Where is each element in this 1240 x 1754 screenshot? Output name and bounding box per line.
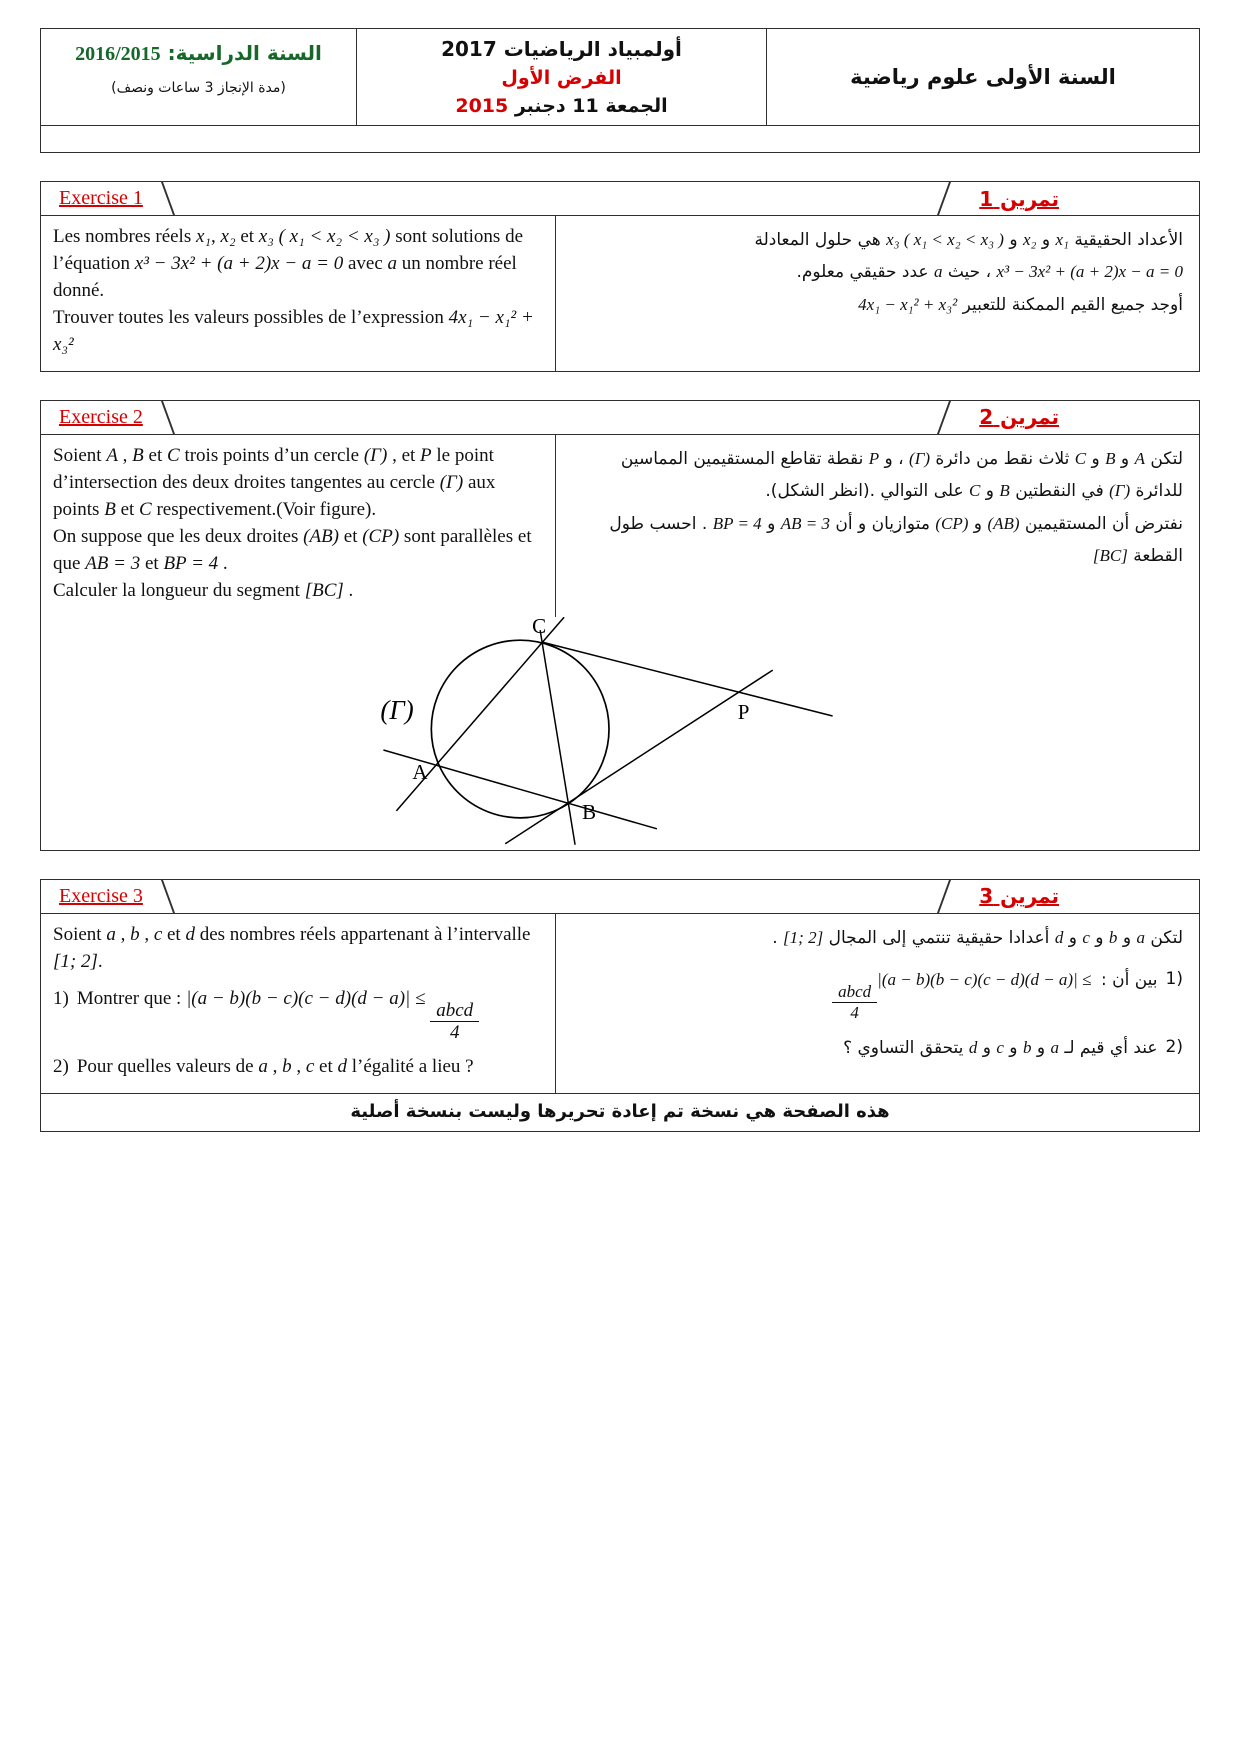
item-text: عند أي قيم لـ a و b و c و d يتحقق التساوي ؟ (843, 1038, 1158, 1059)
paragraph: أوجد جميع القيم الممكنة للتعبير 4x₁ − x₁² + x₃² (858, 294, 1183, 315)
header-left-cell (41, 29, 356, 125)
inline-math: [BC] (304, 579, 344, 601)
inline-math: a (106, 923, 116, 945)
exercise-2-french-column (41, 435, 556, 617)
exercise-2-body (41, 435, 1199, 617)
exercise-1-title-ar: تمرين 1 (979, 186, 1059, 211)
inline-fraction: $\frac{\text{abcd}}{4}$ (832, 982, 877, 1022)
paragraph: لتكن A و B و C ثلاث نقط من دائرة (Γ) ، و P نقطة تقاطع المستقيمين المماسين للدائرة (Γ) في النقطتين B و C على التوالي .(انظر الشكل). (620, 448, 1183, 502)
exercise-1 (40, 181, 1200, 372)
exercise-1-header (41, 182, 1199, 216)
header-grid (41, 29, 1199, 125)
school-year-value: 2016/2015 (75, 43, 161, 65)
exercise-2-title-ar: تمرين 2 (979, 405, 1059, 430)
inline-math: P (420, 444, 432, 466)
exercise-3-title-ar: تمرين 3 (979, 884, 1059, 909)
inline-math: (Γ) (1109, 481, 1131, 501)
inline-math: d (1054, 927, 1064, 947)
inline-math: A (1134, 448, 1145, 468)
inline-math: b (1108, 927, 1118, 947)
exercise-2-arabic-column (556, 435, 1199, 617)
inline-math: C (1074, 448, 1087, 468)
olympiad-title: أولمبياد الرياضيات 2017 (441, 37, 682, 61)
header-empty-row (41, 125, 1199, 152)
exercise-2-header (41, 401, 1199, 435)
inline-math: d (185, 923, 195, 945)
exercise-1-tab-right (943, 182, 1199, 215)
inline-math: (Γ) (363, 444, 388, 466)
inline-math: x₁ (1055, 230, 1069, 249)
header-center-cell (356, 29, 766, 125)
inline-math: |(a − b)(b − c)(c − d)(d − a)| ≤ (186, 987, 431, 1009)
exercise-1-tab-left (41, 182, 169, 215)
inline-math: B (104, 498, 116, 520)
exercise-1-body (41, 216, 1199, 371)
inline-math: (CP) (935, 513, 969, 533)
item-marker: 1) (1165, 969, 1183, 990)
exercise-3 (40, 879, 1200, 1133)
inline-math: P (868, 448, 880, 468)
class-level: السنة الأولى علوم رياضية (850, 65, 1116, 89)
exercise-3-tab-right (943, 880, 1199, 913)
inline-math: x³ − 3x² + (a + 2)x − a = 0 (134, 252, 344, 274)
paragraph: Trouver toutes les valeurs possibles de l’expression 4x₁ − x₁² + x₃² (53, 306, 534, 355)
header (40, 28, 1200, 153)
diagonal-divider-icon (161, 182, 175, 215)
exercise-1-title-fr: Exercise 1 (59, 187, 143, 209)
inline-math: |(a − b)(b − c)(c − d)(d − a)| ≤ (877, 970, 1096, 990)
inline-math: (AB) (303, 525, 340, 547)
paragraph: Soient A , B et C trois points d’un cercle (Γ) , et P le point d’intersection des deux droites tangentes au cercle (Γ) aux points B et C respectivement.(Voir figure). (53, 444, 496, 520)
inline-math: d (968, 1038, 978, 1058)
exercise-3-header (41, 880, 1199, 914)
exercise-3-arabic-column (556, 914, 1199, 1094)
diagonal-divider-icon (161, 401, 175, 434)
inline-math: x₂ (220, 226, 236, 247)
inline-math: B (999, 481, 1010, 501)
geometry-figure-svg (41, 617, 1199, 850)
item-marker: 2) (1165, 1037, 1183, 1058)
point-label-P: P (737, 699, 750, 724)
exam-duration: (مدة الإنجاز 3 ساعات ونصف) (111, 80, 286, 96)
item-text: Montrer que : |(a − b)(b − c)(c − d)(d − a)| ≤ $\frac{\text{abcd}}{4}$ (77, 986, 479, 1045)
line-CB (540, 630, 575, 845)
inline-math: a (1050, 1038, 1059, 1058)
exercise-2-title-fr: Exercise 2 (59, 405, 143, 428)
diagonal-divider-icon (937, 401, 951, 434)
exercise-1-arabic-column (556, 216, 1199, 371)
inline-math: BP = 4 (712, 513, 762, 533)
inline-math: b (282, 1056, 292, 1078)
inline-math: [1; 2] (783, 927, 824, 947)
exam-title: الفرض الأول (501, 67, 622, 89)
diagonal-divider-icon (937, 182, 951, 215)
paragraph: Calculer la longueur du segment [BC] . (53, 579, 354, 601)
inline-math: b (130, 923, 140, 945)
inline-math: x₂ (1022, 230, 1037, 249)
inline-math: x₁ (195, 226, 212, 247)
exercise-3-title-fr: Exercise 3 (59, 884, 143, 907)
inline-math: x₃ (258, 226, 274, 247)
inline-math: a (1136, 927, 1145, 947)
item-marker: 1) (53, 987, 69, 1009)
inline-math: [BC] (1092, 546, 1128, 566)
exercise-2 (40, 400, 1200, 851)
inline-math: c (996, 1038, 1004, 1058)
inline-math: BP = 4 (163, 552, 219, 574)
item-text: Pour quelles valeurs de a , b , c et d l’égalité a lieu ? (76, 1056, 474, 1078)
paragraph: الأعداد الحقيقية x₁ و x₂ و x₃ ( x₁ < x₂ < x₃ ) هي حلول المعادلة (754, 230, 1183, 250)
exam-date-text: الجمعة 11 دجنبر (514, 95, 668, 117)
inline-math: b (1022, 1038, 1032, 1058)
list-item (572, 964, 1183, 1022)
paragraph: x³ − 3x² + (a + 2)x − a = 0 ، حيث a عدد حقيقي معلوم. (796, 262, 1183, 283)
list-item (53, 1054, 543, 1081)
paragraph: On suppose que les deux droites (AB) et (CP) sont parallèles et que AB = 3 et BP = 4 . (53, 525, 532, 574)
inline-math: A (106, 444, 118, 466)
inline-math: B (1105, 448, 1116, 468)
inline-math: (AB) (987, 513, 1020, 533)
school-year (51, 41, 346, 66)
inline-math: (Γ) (909, 448, 931, 468)
exercise-2-tab-right (943, 401, 1199, 434)
inline-math: AB = 3 (780, 513, 830, 533)
list-item (53, 986, 543, 1045)
inline-math: B (132, 444, 144, 466)
inline-math: [1; 2] (53, 950, 98, 972)
paragraph: لتكن a و b و c و d أعدادا حقيقية تنتمي إلى المجال [1; 2] . (772, 927, 1183, 948)
page-footer-note: هذه الصفحة هي نسخة تم إعادة تحريرها وليست بنسخة أصلية (41, 1093, 1199, 1131)
inline-math: d (337, 1056, 347, 1078)
inline-math: (CP) (362, 525, 400, 547)
inline-math: ( x₁ < x₂ < x₃ ) (278, 226, 391, 247)
paragraph: نفترض أن المستقيمين (AB) و (CP) متوازيان و أن AB = 3 و BP = 4 . احسب طول القطعة [BC] (609, 513, 1183, 567)
inline-math: 4x₁ − x₁² + x₃² (53, 306, 534, 355)
tangent-at-B (505, 670, 773, 844)
inline-math: x₃ ( x₁ < x₂ < x₃ ) (886, 230, 1004, 249)
exam-date (367, 95, 756, 117)
exercise-1-french-column (41, 216, 556, 371)
item-marker: 2) (53, 1056, 69, 1078)
point-label-A: A (412, 759, 428, 784)
inline-math: (Γ) (439, 471, 464, 493)
inline-math: c (153, 923, 163, 945)
exam-date-year: 2015 (455, 95, 509, 117)
paragraph: Les nombres réels x₁, x₂ et x₃ ( x₁ < x₂ < x₃ ) sont solutions de l’équation x³ − 3x² + (a + 2)x − a = 0 avec a un nombre réel donné. (53, 226, 523, 301)
inline-math: C (167, 444, 180, 466)
inline-math: C (969, 481, 981, 501)
exercise-3-french-column (41, 914, 556, 1094)
header-right-cell (766, 29, 1199, 125)
exercise-3-tab-left (41, 880, 169, 913)
exercise-2-figure (41, 617, 1199, 850)
inline-math: a (258, 1056, 268, 1078)
inline-math: AB = 3 (85, 552, 141, 574)
diagonal-divider-icon (161, 880, 175, 913)
circle-gamma-label: (Γ) (380, 694, 414, 725)
point-label-C: C (532, 616, 547, 638)
exercise-2-tab-left (41, 401, 169, 434)
diagonal-divider-icon (937, 880, 951, 913)
exercise-3-body (41, 914, 1199, 1094)
inline-math: x³ − 3x² + (a + 2)x − a = 0 (996, 262, 1183, 282)
point-label-B: B (582, 799, 597, 824)
inline-math: c (1082, 927, 1090, 947)
item-text: بين أن : |(a − b)(b − c)(c − d)(d − a)| ≤ $\frac{\text{abcd}}{4}$ (832, 964, 1157, 1022)
inline-math: c (305, 1056, 315, 1078)
inline-math: C (139, 498, 152, 520)
inline-math: a (933, 262, 943, 282)
inline-math: 4x₁ − x₁² + x₃² (858, 294, 958, 314)
tangent-at-C (542, 642, 832, 716)
inline-fraction: $\frac{\text{abcd}}{4}$ (430, 1000, 479, 1045)
school-year-label: السنة الدراسية: (167, 41, 322, 65)
list-item (572, 1032, 1183, 1064)
inline-math: a (387, 252, 398, 274)
paragraph: Soient a , b , c et d des nombres réels appartenant à l’intervalle [1; 2]. (53, 923, 531, 972)
